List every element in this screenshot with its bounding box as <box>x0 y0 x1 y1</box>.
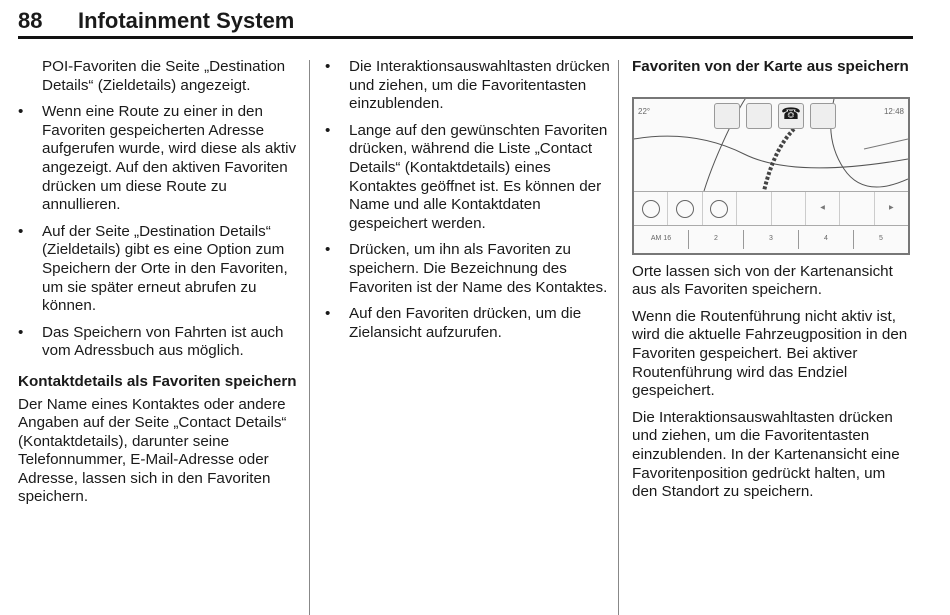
preset-item: 5 <box>879 235 883 243</box>
bullet-list-1 <box>18 103 298 361</box>
preset-row <box>634 225 908 254</box>
preset-item: 3 <box>744 230 799 249</box>
list-item <box>18 223 298 316</box>
list-item <box>18 103 298 215</box>
list-item-text: Auf der Seite „Destination Details“ (Zieldetails) gibt es eine Option zum Speichern der Orte in den Favoriten, um sie später erneut abrufen zu können. <box>42 222 288 315</box>
list-item-text: Lange auf den gewünschten Favoriten drücken, während die Liste „Contact Details“ (Kontaktdetails) eines Kontaktes geöffnet ist. Es können der Name und alle Kontaktdaten gespeichert werden. <box>349 121 608 232</box>
section-heading-contacts: Kontaktdetails als Favoriten speichern <box>18 372 297 390</box>
preset-item: 2 <box>689 230 744 249</box>
contacts-paragraph: Der Name eines Kontaktes oder andere Angaben auf der Seite „Contact Details“ (Kontaktdetails), darunter seine Telefonnummer, E-Mail-Adresse oder Adresse, lassen sich in den Favoriten speichern. <box>18 395 287 506</box>
previous-track-icon: ◀ <box>806 192 840 226</box>
bullet-icon: • <box>325 305 331 323</box>
map-paragraph-2: Wenn die Routenführung nicht aktiv ist, wird die aktuelle Fahrzeugposition in den Favoriten gespeichert. Bei aktiver Routenführung wird das Endziel gespeichert. <box>632 307 908 400</box>
reset-control <box>703 192 737 226</box>
preset-item: AM 16 <box>634 230 689 249</box>
bullet-icon: • <box>325 58 331 75</box>
bullet-icon: • <box>325 241 331 259</box>
control-button <box>840 192 874 226</box>
list-item <box>325 241 610 297</box>
zoom-in-control <box>668 192 702 226</box>
bullet-icon: • <box>325 121 331 139</box>
list-item-text: Die Interaktionsauswahltasten drücken und ziehen, um die Favoritentasten einzublenden. <box>349 58 610 113</box>
page-header <box>18 6 913 39</box>
section-heading-map-favorites: Favoriten von der Karte aus speichern <box>632 58 909 75</box>
list-item-text: Auf den Favoriten drücken, um die Zielansicht aufzurufen. <box>349 305 582 341</box>
bullet-list-2 <box>325 58 610 342</box>
column-divider-2 <box>618 60 619 615</box>
navigation-icon <box>810 103 836 129</box>
column-2 <box>325 58 610 350</box>
control-button <box>737 192 771 226</box>
list-item <box>325 58 610 114</box>
intro-text: POI-Favoriten die Seite „Destination Details“ (Zieldetails) angezeigt. <box>42 58 286 94</box>
interaction-button-1 <box>714 103 740 129</box>
control-button <box>772 192 806 226</box>
column-3 <box>632 58 914 510</box>
list-item <box>325 305 610 342</box>
bullet-icon: • <box>18 103 24 121</box>
list-item-text: Das Speichern von Fahrten ist auch vom Adressbuch aus möglich. <box>42 323 284 360</box>
preset-item: 4 <box>799 230 854 249</box>
page-number: 88 <box>18 8 43 33</box>
zoom-out-control <box>634 192 668 226</box>
column-divider-1 <box>309 60 310 615</box>
page-title: Infotainment System <box>78 8 295 33</box>
list-item-text: Wenn eine Route zu einer in den Favoriten gespeicherten Adresse aufgerufen wurde, wird diese als aktiv angezeigt. Auf den aktiven Favoriten drücken um diese Route zu annullieren. <box>42 103 297 214</box>
phone-icon: ☎ <box>778 103 804 129</box>
list-item <box>325 122 610 234</box>
list-item <box>18 324 298 361</box>
list-item-text: Drücken, um ihn als Favoriten zu speichern. Die Bezeichnung des Favoriten ist der Name des Kontaktes. <box>349 241 608 296</box>
map-paragraph-3: Die Interaktionsauswahltasten drücken und ziehen, um die Favoritentasten einzublenden. In der Kartenansicht eine Favoritenposition gedrückt halten, um den Standort zu speichern. <box>632 408 900 501</box>
bullet-icon: • <box>18 222 24 240</box>
bullet-icon: • <box>18 323 24 341</box>
next-track-icon: ▶ <box>889 205 894 212</box>
infotainment-screen-illustration <box>632 97 910 255</box>
map-paragraph-1: Orte lassen sich von der Kartenansicht aus als Favoriten speichern. <box>632 262 893 299</box>
interaction-button-2 <box>746 103 772 129</box>
column-1 <box>18 58 298 515</box>
status-clock: 12:48 <box>883 106 904 116</box>
control-row <box>634 191 908 226</box>
status-temperature: 22° <box>638 106 651 116</box>
